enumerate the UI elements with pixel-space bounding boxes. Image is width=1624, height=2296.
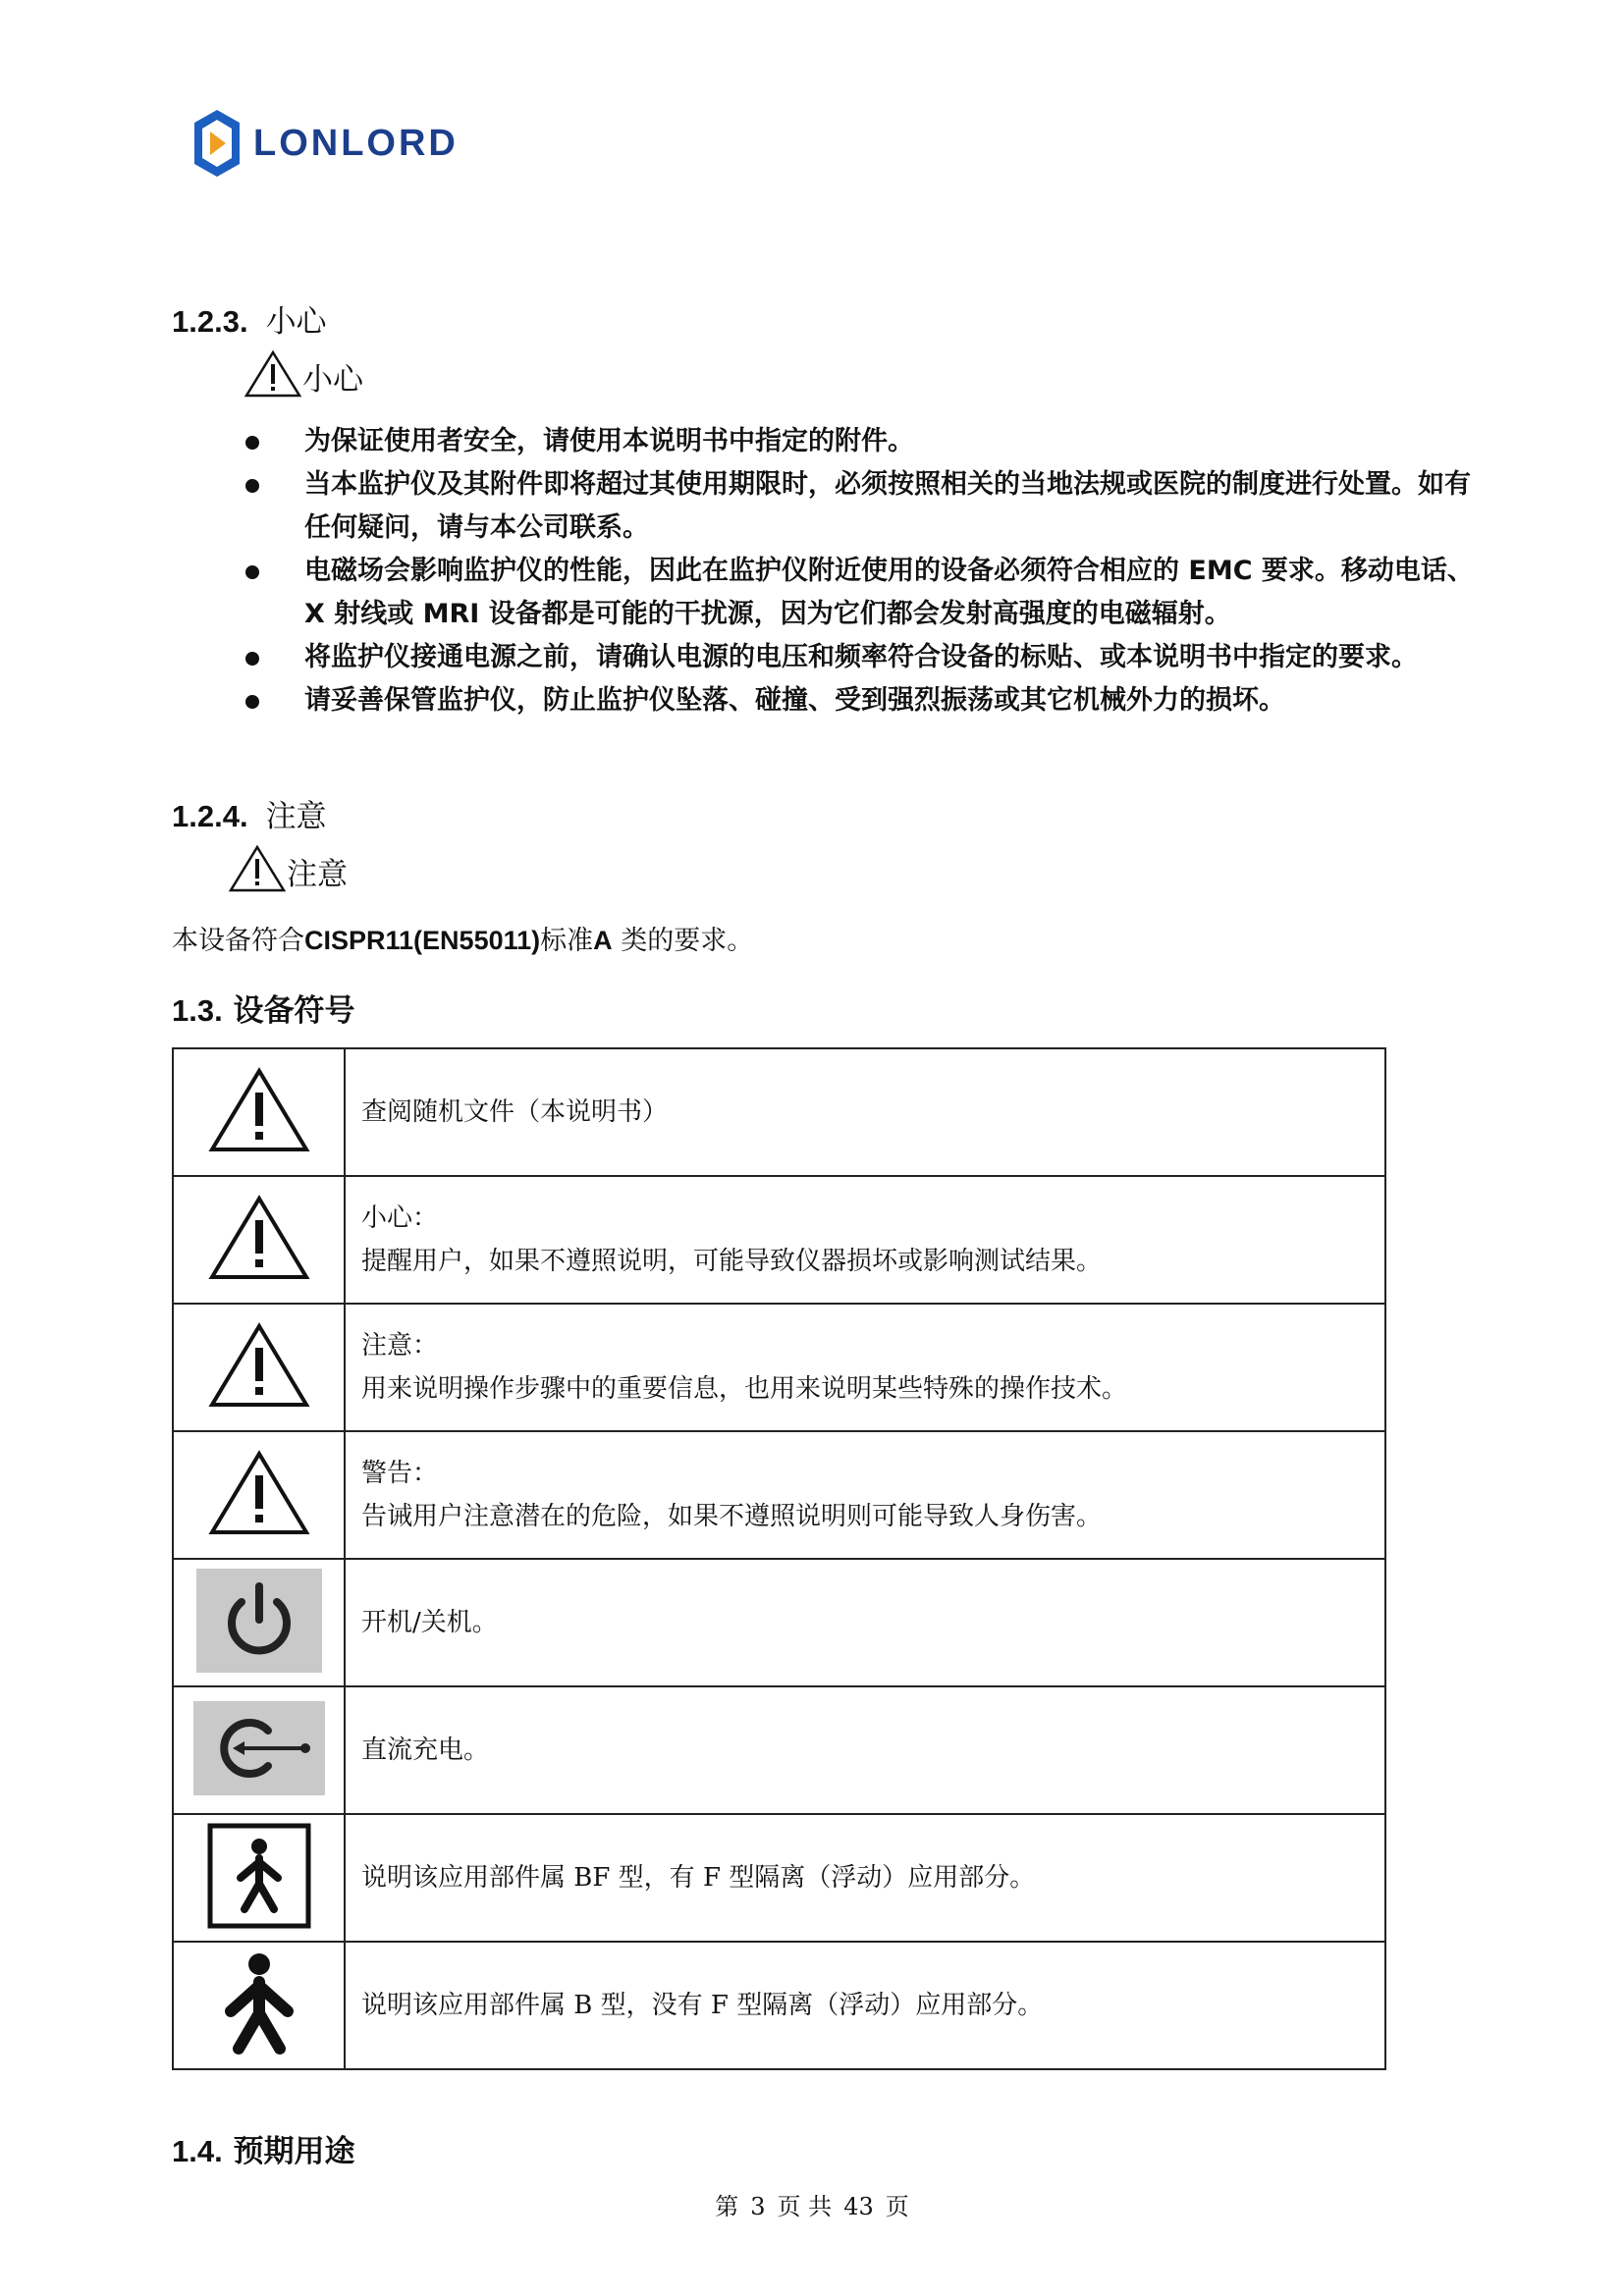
symbol-title: 注意：	[361, 1331, 439, 1361]
list-item: 为保证使用者安全，请使用本说明书中指定的附件。	[244, 420, 1481, 463]
table-row	[173, 1942, 1385, 2069]
page-number: 3	[750, 2193, 766, 2220]
table-row	[173, 1304, 1385, 1431]
symbol-description: 用来说明操作步骤中的重要信息，也用来说明某些特殊的操作技术。	[361, 1374, 1128, 1404]
warning-triangle-icon	[208, 1195, 310, 1281]
symbol-description: 提醒用户，如果不遵照说明，可能导致仪器损坏或影响测试结果。	[361, 1247, 1103, 1276]
section-heading-1-3: 1.3. 设备符号	[172, 993, 355, 1029]
symbol-description: 直流充电。	[361, 1735, 490, 1765]
table-row	[173, 1559, 1385, 1686]
symbol-description: 说明该应用部件属 BF 型，有 F 型隔离（浮动）应用部分。	[361, 1863, 1036, 1893]
lonlord-logo-icon	[192, 108, 242, 179]
symbol-description: 查阅随机文件（本说明书）	[361, 1097, 669, 1127]
logo-wordmark: LONLORD	[253, 122, 459, 164]
symbol-description: 说明该应用部件属 B 型，没有 F 型隔离（浮动）应用部分。	[361, 1991, 1044, 2020]
symbols-table	[172, 1047, 1386, 2070]
list-item: 电磁场会影响监护仪的性能，因此在监护仪附近使用的设备必须符合相应的 EMC 要求。移动电话、X 射线或 MRI 设备都是可能的干扰源，因为它们都会发射高强度的电磁辐射。	[244, 550, 1481, 636]
table-row	[173, 1814, 1385, 1942]
symbol-title: 小心：	[361, 1203, 439, 1233]
b-applied-part-icon	[215, 1950, 303, 2056]
symbol-title: 警告：	[361, 1459, 439, 1488]
power-icon	[196, 1569, 322, 1673]
warning-triangle-icon	[208, 1450, 310, 1536]
note-label: 注意	[228, 844, 348, 893]
warning-triangle-icon	[228, 844, 287, 893]
table-row	[173, 1176, 1385, 1304]
bf-applied-part-icon	[207, 1823, 311, 1929]
warning-triangle-icon	[208, 1322, 310, 1409]
section-heading-1-2-3: 1.2.3. 小心	[172, 304, 327, 340]
total-pages: 43	[843, 2193, 874, 2220]
caution-label: 小心	[244, 349, 363, 399]
section-heading-1-4: 1.4. 预期用途	[172, 2134, 355, 2169]
table-row	[173, 1431, 1385, 1559]
caution-list	[244, 420, 1481, 722]
warning-triangle-icon	[244, 349, 302, 399]
page-footer: 第 3 页 共 43 页	[715, 2193, 909, 2220]
table-row	[173, 1048, 1385, 1176]
emc-class-statement: 本设备符合CISPR11(EN55011)标准A 类的要求。	[172, 926, 754, 956]
list-item: 将监护仪接通电源之前，请确认电源的电压和频率符合设备的标贴、或本说明书中指定的要求。	[244, 636, 1481, 679]
list-item: 请妥善保管监护仪，防止监护仪坠落、碰撞、受到强烈振荡或其它机械外力的损坏。	[244, 679, 1481, 722]
dc-charge-icon	[193, 1701, 325, 1795]
symbol-description: 告诫用户注意潜在的危险，如果不遵照说明则可能导致人身伤害。	[361, 1502, 1103, 1531]
warning-triangle-icon	[208, 1067, 310, 1153]
table-row	[173, 1686, 1385, 1814]
symbol-description: 开机/关机。	[361, 1608, 498, 1637]
section-heading-1-2-4: 1.2.4. 注意	[172, 799, 327, 834]
list-item: 当本监护仪及其附件即将超过其使用期限时，必须按照相关的当地法规或医院的制度进行处置。如有任何疑问，请与本公司联系。	[244, 463, 1481, 550]
company-logo	[192, 106, 459, 181]
